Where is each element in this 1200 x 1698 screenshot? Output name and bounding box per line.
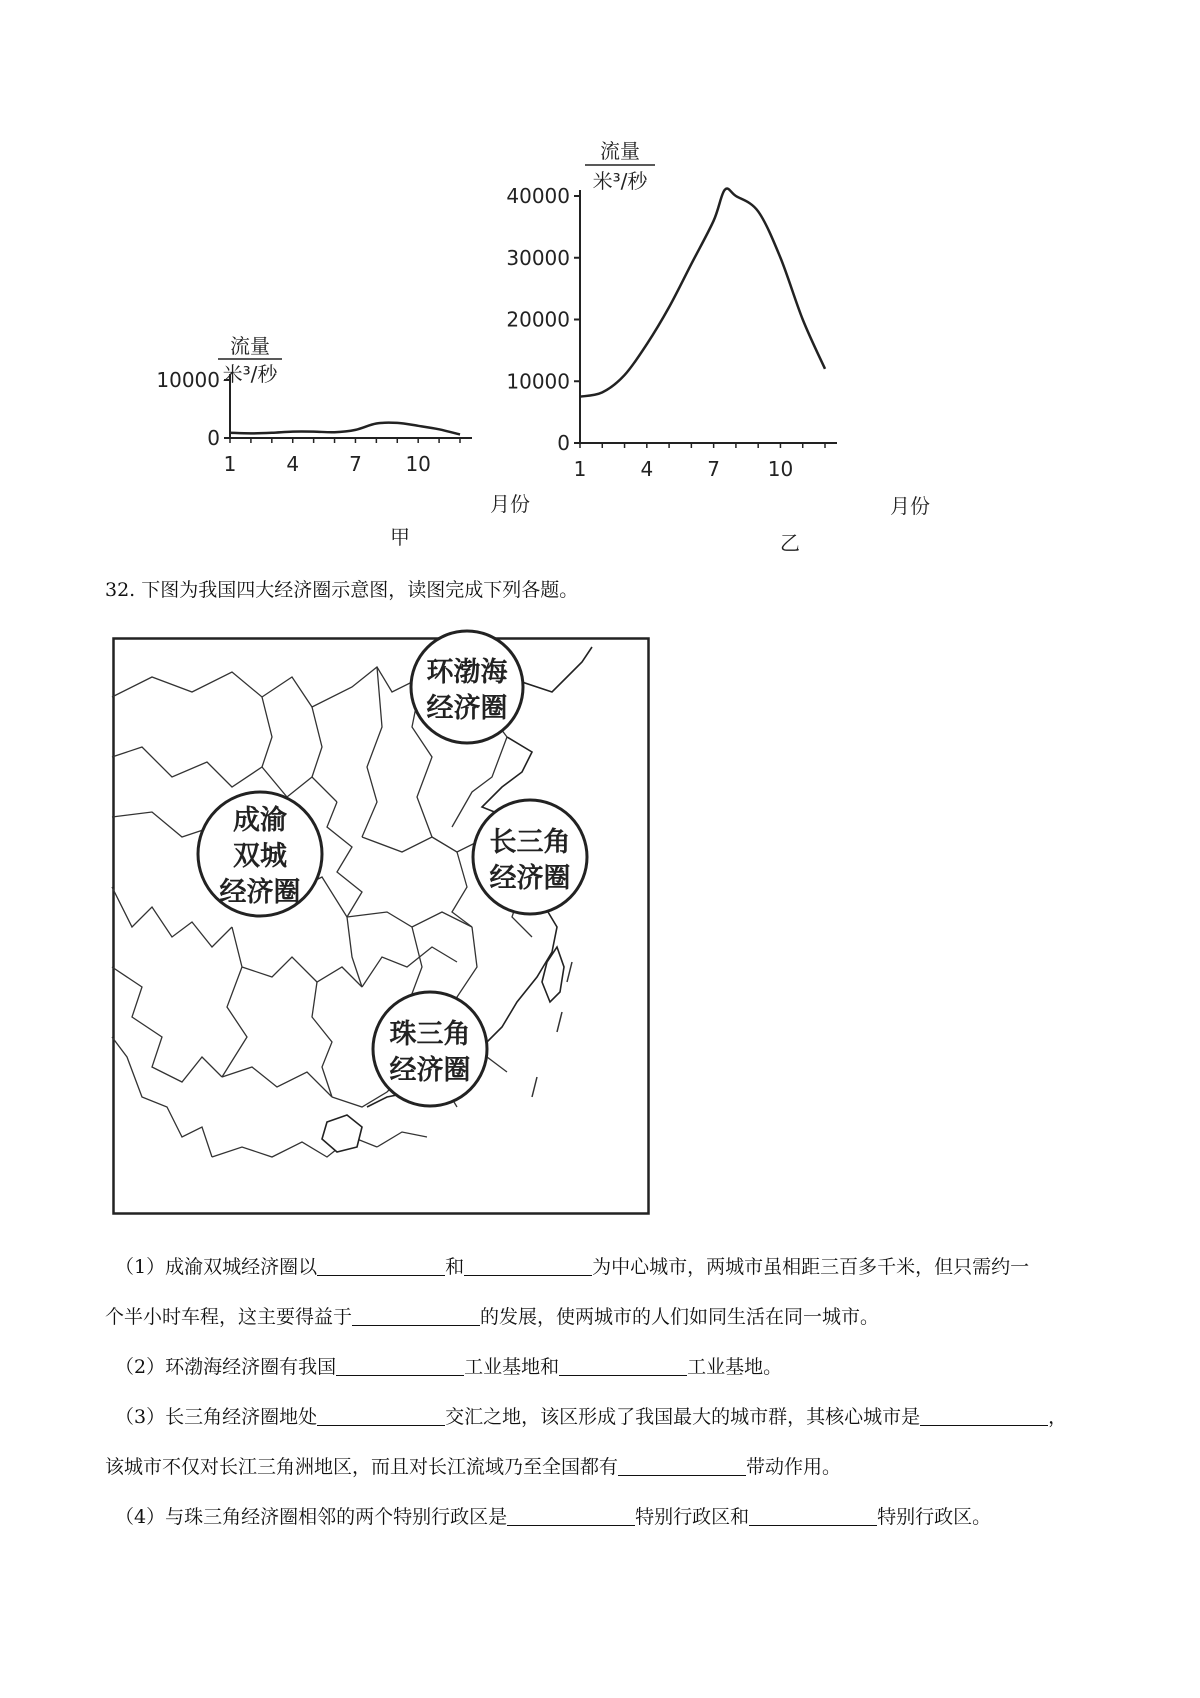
map-svg (112, 637, 650, 1215)
x-axis-label: 月份 (490, 492, 530, 516)
q1-blank-1[interactable] (317, 1255, 445, 1276)
circle-changsanjiao (473, 800, 587, 914)
chart-caption: 甲 (390, 525, 410, 549)
q2-blank-1[interactable] (336, 1355, 464, 1376)
y-tick-label: 0 (207, 426, 220, 450)
question-1-line-2 (105, 1303, 879, 1331)
flow-line (230, 423, 460, 435)
q3-text-a: （3）长三角经济圈地处 (115, 1406, 318, 1428)
y-tick-label: 10000 (156, 368, 220, 392)
q2-blank-2[interactable] (559, 1355, 687, 1376)
unit-top: 流量 (600, 139, 640, 163)
question-2 (115, 1353, 782, 1381)
question-4 (115, 1503, 991, 1531)
q2-text-b: 工业基地和 (464, 1356, 560, 1378)
x-tick-label: 7 (707, 457, 721, 481)
q3-text-d: 该城市不仅对长江三角洲地区，而且对长江流域乃至全国都有 (105, 1456, 619, 1478)
q3-blank-2[interactable] (920, 1405, 1048, 1426)
flow-line (580, 189, 825, 397)
chart-jia (150, 335, 530, 560)
x-tick-label: 10 (405, 452, 431, 476)
label-chengyu-2: 双城 (233, 841, 287, 872)
label-zsj-2: 经济圈 (389, 1055, 471, 1086)
unit-bottom: 米³/秒 (222, 362, 278, 386)
circle-huanbohai (411, 631, 523, 743)
question-3-line-1 (115, 1403, 1067, 1431)
y-tick-label: 20000 (506, 307, 570, 332)
q1-text-d: 个半小时车程，这主要得益于 (105, 1306, 353, 1328)
chart-yi (506, 130, 940, 565)
chart-yi-svg (506, 130, 940, 565)
economic-circles-map (112, 637, 650, 1215)
q3-blank-3[interactable] (618, 1455, 746, 1476)
label-bohai-1: 环渤海 (426, 657, 508, 688)
q1-text-e: 的发展，使两城市的人们如同生活在同一城市。 (480, 1306, 880, 1328)
q4-blank-1[interactable] (507, 1505, 635, 1526)
y-tick-label: 10000 (506, 369, 570, 394)
q4-text-c: 特别行政区。 (877, 1506, 992, 1528)
circle-chengyu (198, 792, 322, 916)
q1-text-a: （1）成渝双城经济圈以 (115, 1256, 318, 1278)
x-tick-label: 1 (223, 452, 237, 476)
y-tick-label: 40000 (506, 184, 570, 208)
q1-blank-3[interactable] (352, 1305, 480, 1326)
x-tick-label: 1 (573, 457, 587, 481)
label-zsj-1: 珠三角 (389, 1019, 471, 1050)
label-csj-1: 长三角 (489, 827, 571, 858)
q2-text-c: 工业基地。 (687, 1356, 783, 1378)
question-3-line-2 (105, 1453, 841, 1481)
q4-text-b: 特别行政区和 (635, 1506, 750, 1528)
x-tick-label: 10 (767, 457, 794, 481)
q4-blank-2[interactable] (749, 1505, 877, 1526)
label-chengyu-1: 成渝 (233, 805, 287, 836)
q1-text-b: 和 (445, 1256, 465, 1278)
label-chengyu-3: 经济圈 (219, 877, 301, 908)
label-csj-2: 经济圈 (489, 863, 571, 894)
map-frame (114, 639, 649, 1214)
y-tick-label: 30000 (506, 245, 570, 270)
q3-text-c: ， (1048, 1406, 1068, 1428)
chart-jia-svg (150, 335, 530, 560)
question-title: 32. 下图为我国四大经济圈示意图，读图完成下列各题。 (105, 579, 579, 601)
q3-text-e: 带动作用。 (746, 1456, 842, 1478)
q3-blank-1[interactable] (317, 1405, 445, 1426)
unit-top: 流量 (230, 334, 270, 358)
q1-text-c: 为中心城市，两城市虽相距三百多千米，但只需约一 (592, 1256, 1030, 1278)
circle-zhusanjiao (373, 992, 487, 1106)
q4-text-a: （4）与珠三角经济圈相邻的两个特别行政区是 (115, 1506, 508, 1528)
question-1-line-1 (115, 1253, 1029, 1281)
y-tick-label: 0 (557, 431, 570, 455)
x-tick-label: 7 (349, 452, 362, 476)
x-axis-label: 月份 (890, 494, 930, 518)
chart-caption: 乙 (780, 531, 800, 555)
label-bohai-2: 经济圈 (426, 693, 508, 724)
unit-bottom: 米³/秒 (592, 169, 648, 193)
x-tick-label: 4 (640, 457, 654, 481)
q2-text-a: （2）环渤海经济圈有我国 (115, 1356, 337, 1378)
q1-blank-2[interactable] (464, 1255, 592, 1276)
x-tick-label: 4 (286, 452, 300, 476)
q3-text-b: 交汇之地，该区形成了我国最大的城市群，其核心城市是 (445, 1406, 921, 1428)
